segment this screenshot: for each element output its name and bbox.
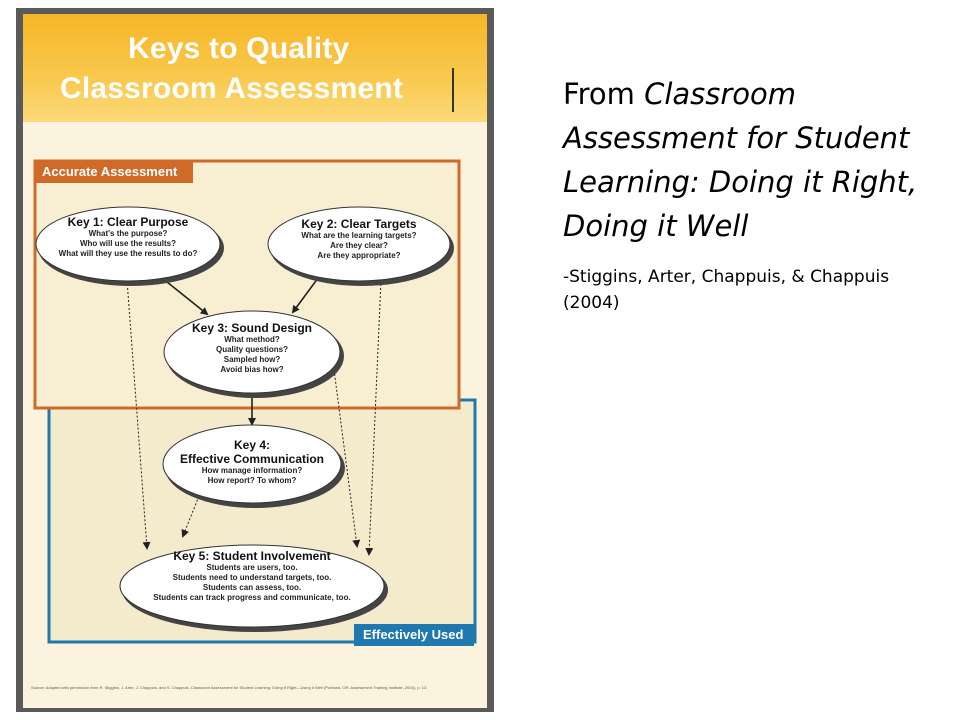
key4-title: Effective Communication [179, 452, 325, 466]
key3-title: Key 3: Sound Design [191, 321, 313, 335]
key2-line: Are they appropriate? [317, 251, 401, 260]
key4-line: How manage information? [201, 466, 303, 475]
effectively-used-label: Effectively Used [354, 624, 474, 646]
key3-line: Sampled how? [223, 355, 281, 364]
source-note: Source: Adapted with permission from R. Stiggins, J. Arter, J. Chappuis, and S. Chappuis, Classroom Assessment for Student Learning: Doing It Right—Using It Well (Portland, OR: Assessment Training Institute, 2004), p. 13. [31, 685, 428, 690]
citation-from: From [563, 77, 645, 111]
key3-line: What method? [224, 335, 280, 344]
key1-line: What's the purpose? [88, 229, 168, 238]
key4-line: How report? To whom? [207, 476, 297, 485]
key2-line: What are the learning targets? [301, 231, 417, 240]
citation-title [563, 72, 943, 248]
key5-line: Students can assess, too. [202, 583, 302, 592]
key2-text [279, 217, 439, 261]
key3-line: Quality questions? [215, 345, 288, 354]
key3-line: Avoid bias how? [220, 365, 284, 374]
key1-text [48, 215, 208, 259]
key1-line: Who will use the results? [79, 239, 176, 248]
accurate-assessment-label: Accurate Assessment [35, 161, 193, 183]
key2-title: Key 2: Clear Targets [301, 217, 417, 231]
key5-title: Key 5: Student Involvement [173, 549, 331, 563]
key1-line: What will they use the results to do? [58, 249, 198, 258]
citation-block [563, 72, 943, 316]
key3-text [172, 321, 332, 375]
key5-text [132, 549, 372, 603]
poster-title-line2: Classroom Assessment [60, 72, 404, 105]
key4-text [162, 438, 342, 486]
key1-title: Key 1: Clear Purpose [67, 215, 189, 229]
poster [23, 14, 487, 708]
key5-line: Students need to understand targets, too. [172, 573, 332, 582]
key4-title: Key 4: [233, 438, 271, 452]
key2-line: Are they clear? [330, 241, 388, 250]
citation-authors: -Stiggins, Arter, Chappuis, & Chappuis (2004) [563, 267, 890, 313]
poster-title-line1: Keys to Quality [128, 32, 350, 65]
citation-book-title: Classroom Assessment for Student Learning: Doing it Right, Doing it Well [563, 77, 918, 243]
key5-line: Students are users, too. [206, 563, 298, 572]
key5-line: Students can track progress and communicate, too. [153, 593, 351, 602]
